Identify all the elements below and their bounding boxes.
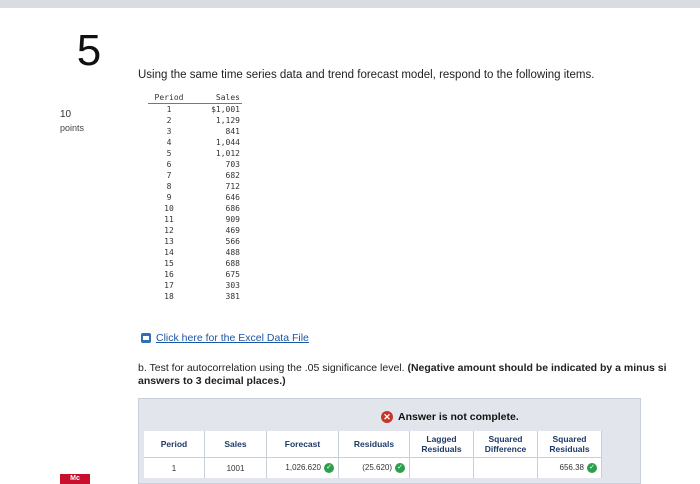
period-cell: 16 xyxy=(164,270,174,279)
excel-link-label[interactable]: Click here for the Excel Data File xyxy=(156,332,309,344)
squared-residuals-input[interactable]: 656.38 xyxy=(559,463,584,473)
data-rows xyxy=(148,104,242,303)
sales-cell: 712 xyxy=(225,182,240,191)
instruction-bold-line2: answers to 3 decimal places.) xyxy=(138,375,286,387)
sales-cell: $1,001 xyxy=(211,105,240,114)
data-row xyxy=(148,291,242,302)
period-cell: 12 xyxy=(164,226,174,235)
sales-cell: 1,129 xyxy=(215,116,240,125)
publisher-logo: Mc xyxy=(60,474,90,484)
period-cell: 13 xyxy=(164,237,174,246)
data-row xyxy=(148,269,242,280)
data-row xyxy=(148,170,242,181)
correct-check-icon: ✓ xyxy=(395,463,405,473)
instruction-part: b. Test for autocorrelation using the .05 significance level. xyxy=(138,362,405,374)
data-row xyxy=(148,203,242,214)
answer-sales: 1001 xyxy=(205,458,267,479)
question-prompt: Using the same time series data and trend forecast model, respond to the following items. xyxy=(138,69,595,81)
period-cell: 9 xyxy=(166,193,172,202)
answer-table xyxy=(144,431,602,478)
instruction-text xyxy=(138,362,700,388)
data-row xyxy=(148,104,242,116)
data-row xyxy=(148,126,242,137)
answer-header-squared-difference: Squared Difference xyxy=(474,431,538,458)
incomplete-x-icon: ✕ xyxy=(381,411,393,423)
data-row xyxy=(148,258,242,269)
period-cell: 1 xyxy=(166,105,172,114)
residuals-input[interactable]: (25.620) xyxy=(362,463,392,473)
sales-cell: 686 xyxy=(225,204,240,213)
answer-panel xyxy=(138,398,641,484)
data-row xyxy=(148,137,242,148)
instruction-bold: (Negative amount should be indicated by a minus si xyxy=(407,362,667,374)
period-cell: 5 xyxy=(166,149,172,158)
question-number: 5 xyxy=(76,26,102,75)
lagged-residuals-cell xyxy=(410,458,474,479)
period-cell: 11 xyxy=(164,215,174,224)
period-cell: 2 xyxy=(166,116,172,125)
answer-header-period: Period xyxy=(144,431,205,458)
data-row xyxy=(148,192,242,203)
residuals-cell[interactable] xyxy=(339,458,410,479)
correct-check-icon: ✓ xyxy=(587,463,597,473)
sales-cell: 1,012 xyxy=(215,149,240,158)
squared-residuals-cell[interactable] xyxy=(538,458,602,479)
period-cell: 7 xyxy=(166,171,172,180)
answer-header-lagged-residuals: Lagged Residuals xyxy=(410,431,474,458)
sales-cell: 469 xyxy=(225,226,240,235)
period-cell: 3 xyxy=(166,127,172,136)
points-value: 10 xyxy=(60,109,72,120)
period-cell: 4 xyxy=(166,138,172,147)
data-row xyxy=(148,159,242,170)
column-header-sales: Sales xyxy=(190,93,242,104)
forecast-input[interactable]: 1,026.620 xyxy=(285,463,321,473)
answer-header-residuals: Residuals xyxy=(339,431,410,458)
answer-header-sales: Sales xyxy=(205,431,267,458)
data-row xyxy=(148,247,242,258)
sales-cell: 682 xyxy=(225,171,240,180)
correct-check-icon: ✓ xyxy=(324,463,334,473)
answer-period: 1 xyxy=(144,458,205,479)
sales-cell: 909 xyxy=(225,215,240,224)
period-cell: 18 xyxy=(164,292,174,301)
top-bar xyxy=(0,0,700,8)
sales-cell: 381 xyxy=(225,292,240,301)
answer-header-forecast: Forecast xyxy=(267,431,339,458)
data-row xyxy=(148,236,242,247)
data-table xyxy=(148,93,242,302)
sales-cell: 703 xyxy=(225,160,240,169)
forecast-cell[interactable] xyxy=(267,458,339,479)
data-row xyxy=(148,214,242,225)
period-cell: 15 xyxy=(164,259,174,268)
points-label: points xyxy=(60,123,85,133)
data-row xyxy=(148,115,242,126)
data-row xyxy=(148,280,242,291)
answer-row xyxy=(144,458,602,479)
data-row xyxy=(148,181,242,192)
sales-cell: 303 xyxy=(225,281,240,290)
period-cell: 8 xyxy=(166,182,172,191)
answer-header-squared-residuals: Squared Residuals xyxy=(538,431,602,458)
period-cell: 10 xyxy=(164,204,174,213)
data-row xyxy=(148,225,242,236)
data-row xyxy=(148,148,242,159)
sales-cell: 688 xyxy=(225,259,240,268)
period-cell: 14 xyxy=(164,248,174,257)
answer-status xyxy=(381,411,519,423)
sales-cell: 646 xyxy=(225,193,240,202)
sales-cell: 675 xyxy=(225,270,240,279)
squared-difference-cell xyxy=(474,458,538,479)
period-cell: 17 xyxy=(164,281,174,290)
sales-cell: 488 xyxy=(225,248,240,257)
period-cell: 6 xyxy=(166,160,172,169)
sales-cell: 1,044 xyxy=(215,138,240,147)
column-header-period: Period xyxy=(148,93,190,104)
sales-cell: 841 xyxy=(225,127,240,136)
file-icon xyxy=(141,333,151,343)
excel-data-link[interactable] xyxy=(141,332,309,344)
sales-cell: 566 xyxy=(225,237,240,246)
answer-status-text: Answer is not complete. xyxy=(398,411,519,423)
